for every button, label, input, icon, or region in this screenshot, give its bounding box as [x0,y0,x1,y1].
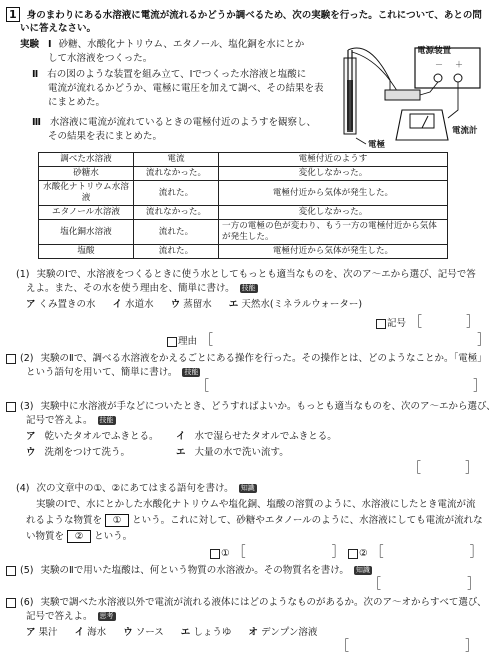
thinking-badge: 思考 [99,612,114,620]
checkbox[interactable] [210,549,220,559]
choice-text: しょうゆ [193,627,232,638]
reason-label: 理由 [178,336,198,347]
sub-6-number: (6) [20,597,34,608]
bracket-close: ］ [465,461,479,476]
bracket-open: ［ [370,545,384,560]
experiment-step-3 [32,116,316,130]
step-3-line-1: 水溶液に電流が流れているときの電極付近のようすを観察し、 [50,117,317,128]
skill-badge: 技能 [184,368,199,376]
sub-1-line-1: 実験のⅠで、水溶液をつくるときに使う水としてもっとも適当なものを、次のア～エから選び、記号で答 [36,269,476,280]
power-plus-terminal [454,74,462,82]
bracket-open: ［ [336,639,350,654]
sub-4-answer-2[interactable] [348,546,483,561]
sub-6-line-1: 実験で調べた水溶液以外で電流が流れる液体にはどのようなものがあるか。次のア～オからすべて選び、 [40,597,487,608]
electrode-label: 電極 [368,140,386,150]
choice-mark: オ [248,627,258,638]
sub-question-4 [16,482,257,496]
sub-1-line-2: えよ。また、その水を使う理由を、簡単に書け。 [26,283,235,294]
checkbox[interactable] [6,354,16,364]
choice-mark: ウ [123,627,133,638]
sub-4-body-1: 実験のⅠで、水にとかした水酸化ナトリウムや塩化銅、塩酸の溶質のように、水溶液にしたとき電流が流 [36,499,476,510]
sub-2-line-2-wrap [26,366,200,380]
sub-5-line: 実験のⅡで用いた塩酸は、何という物質の水溶液か。その物質名を書け。 [40,565,349,576]
choice-text: 乾いたタオルでふきとる。 [44,431,159,442]
sub-3-line-2-wrap [26,414,116,428]
step-1-line-1: 砂糖、水酸化ナトリウム、エタノール、塩化銅を水にとか [58,39,305,50]
table-row [39,181,448,206]
sub-4-body-2 [26,514,483,528]
intro-line-2: いに答えなさい。 [20,23,97,34]
table-cell: エタノール水溶液 [39,206,134,220]
choice-mark: ウ [170,299,181,310]
sub-1-line-2-wrap [26,282,258,296]
experiment-step-1 [20,38,304,52]
choice-text: 洗剤をつけて洗う。 [44,447,131,458]
table-cell: 塩化銅水溶液 [39,220,134,245]
knowledge-badge: 知識 [240,484,255,492]
sub-2-number: (2) [20,353,34,364]
sub-question-3 [6,400,496,414]
step-2-line-3: にまとめた。 [48,97,106,108]
choice-text: 海水 [87,627,107,638]
sub-3-number: (3) [20,401,34,412]
choice-mark: イ [112,299,123,310]
table-cell: 電極付近から気体が発生した。 [219,181,448,206]
choice-text: 水で湿らせたタオルでふきとる。 [194,431,337,442]
step-1-mark: Ⅰ [48,39,52,50]
sub-4-body-3b: という。 [94,531,133,542]
sub-6-choices [26,626,317,640]
bracket-close: ］ [466,315,480,330]
choice-mark: イ [74,627,85,638]
table-cell: 一方の電極の色が変わり、もう一方の電極付近から気体が発生した。 [219,220,448,245]
checkbox[interactable] [6,598,16,608]
bracket-close: ］ [477,333,491,348]
sub-question-2 [6,352,487,366]
sub-1-choices [26,298,362,312]
bracket-close: ］ [473,379,487,394]
choice-text: 果汁 [38,627,58,638]
checkbox[interactable] [167,337,177,347]
power-minus-terminal [434,74,442,82]
step-3-mark: Ⅲ [32,117,41,128]
sub-3-choice-b [176,430,337,444]
choice-mark: エ [176,447,186,458]
sub-3-choice-c [26,446,130,460]
blank-1: ① [105,514,129,527]
sub-2-answer[interactable] [196,380,486,395]
sub-3-choice-d [176,446,289,460]
table-cell: 塩酸 [39,245,134,259]
results-table [38,152,448,259]
choice-text: 蒸留水 [183,299,212,310]
sub-6-line-2-wrap [26,610,116,624]
switch-block [385,90,420,100]
choice-text: ソース [135,627,164,638]
sub-4-body-3a: い物質を [26,531,65,542]
table-header-cell: 電流 [134,153,219,167]
step-2-line-1: 右の図のような装置を組み立て、Ⅰでつくった水溶液と塩酸に [47,69,307,80]
ammeter-dial [410,114,434,128]
step-1-line-2: して水溶液をつくった。 [48,53,153,64]
table-header-cell: 電極付近のようす [219,153,448,167]
sub-6-line-2: 記号で答えよ。 [26,611,93,622]
table-cell: 流れた。 [134,220,219,245]
choice-mark: エ [180,627,191,638]
sub-3-choice-a [26,430,159,444]
minus-label: － [435,60,443,69]
sub-5-answer[interactable] [368,578,480,593]
table-cell: 流れた。 [134,245,219,259]
experiment-step-2 [32,68,306,82]
sub-1-reason-answer[interactable] [167,334,490,349]
sub-2-line-2: という語句を用いて、簡単に書け。 [26,367,178,378]
sub-1-symbol-answer[interactable] [376,316,479,331]
table-cell: 流れた。 [134,181,219,206]
checkbox[interactable] [348,549,358,559]
sub-1-number: (1) [16,269,30,280]
table-row [39,220,448,245]
sub-4-answer-1[interactable] [210,546,345,561]
table-cell: 電極付近から気体が発生した。 [219,245,448,259]
sub-3-answer[interactable] [408,462,478,477]
electrode-pointer [356,138,366,144]
choice-mark: ア [26,299,36,310]
question-1-header [6,8,482,23]
bracket-open: ［ [232,545,246,560]
plus-label: ＋ [455,60,463,69]
bracket-open: ［ [408,461,422,476]
choice-mark: ア [26,431,36,442]
question-number: 1 [6,7,20,22]
sub-4-line-1: 次の文章中の①、②にあてはまる語句を書け。 [36,483,234,494]
sub-4-body-2b: という。これに対して、砂糖やエタノールのように、水溶液にしても電流が流れな [132,515,483,526]
bracket-close: ］ [465,639,479,654]
bracket-open: ［ [196,379,210,394]
knowledge-badge: 知識 [355,566,370,574]
bracket-open: ［ [368,577,382,592]
bracket-close: ］ [331,545,345,560]
table-header-cell: 調べた水溶液 [39,153,134,167]
bracket-close: ］ [469,545,483,560]
choice-mark: ウ [26,447,36,458]
sub-question-5 [6,564,372,578]
table-cell: 砂糖水 [39,167,134,181]
choice-mark: エ [228,299,239,310]
answer-1-label: ① [221,548,230,559]
step-2-mark: Ⅱ [32,69,39,80]
skill-badge: 技能 [241,284,256,292]
table-cell: 流れなかった。 [134,167,219,181]
experiment-label: 実験 [20,39,40,50]
table-cell: 変化しなかった。 [219,206,448,220]
step-3-line-2: その結果を表にまとめた。 [48,131,163,142]
blank-2: ② [67,530,91,543]
sub-3-line-1: 実験中に水溶液が手などについたとき、どうすればよいか。もっとも適当なものを、次のア～エから選び、 [40,401,496,412]
bracket-close: ］ [467,577,481,592]
sub-question-6 [6,596,486,610]
table-cell: 変化しなかった。 [219,167,448,181]
sub-4-body-3 [26,530,132,544]
choice-text: 大量の水で洗い流す。 [194,447,289,458]
checkbox[interactable] [376,319,386,329]
choice-text: くみ置きの水 [38,299,96,310]
skill-badge: 技能 [99,416,114,424]
sub-2-line-1: 実験のⅡで、調べる水溶液をかえるごとにある操作を行った。その操作とは、どのようなことか。「電極」 [40,353,487,364]
choice-text: 水道水 [125,299,154,310]
step-2-line-2: 電流が流れるかどうか、電極に電圧を加えて調べ、その結果を表 [48,83,324,94]
table-row [39,167,448,181]
table-cell: 水酸化ナトリウム水溶液 [39,181,134,206]
answer-2-label: ② [359,548,368,559]
symbol-label: 記号 [387,318,407,329]
sub-3-line-2: 記号で答えよ。 [26,415,93,426]
table-row [39,206,448,220]
checkbox[interactable] [6,566,16,576]
choice-mark: イ [176,431,186,442]
sub-5-number: (5) [20,565,34,576]
bracket-open: ［ [409,315,423,330]
choice-mark: ア [26,627,36,638]
ammeter-label: 電流計 [452,126,478,136]
sub-4-number: (4) [16,483,30,494]
sub-4-body-2a: れるような物質を [26,515,103,526]
table-row [39,245,448,259]
power-supply-label: 電源装置 [417,46,452,56]
choice-text: デンプン溶液 [260,627,318,638]
intro-line-1: 身のまわりにある水溶液に電流が流れるかどうか調べるため、次の実験を行った。これについて、あとの問 [26,10,482,21]
sub-6-answer[interactable] [336,640,478,655]
table-header-row [39,153,448,167]
choice-text: 天然水(ミネラルウォーター) [241,299,363,310]
table-cell: 流れなかった。 [134,206,219,220]
sub-question-1 [16,268,476,282]
checkbox[interactable] [6,402,16,412]
bracket-open: ［ [200,333,214,348]
